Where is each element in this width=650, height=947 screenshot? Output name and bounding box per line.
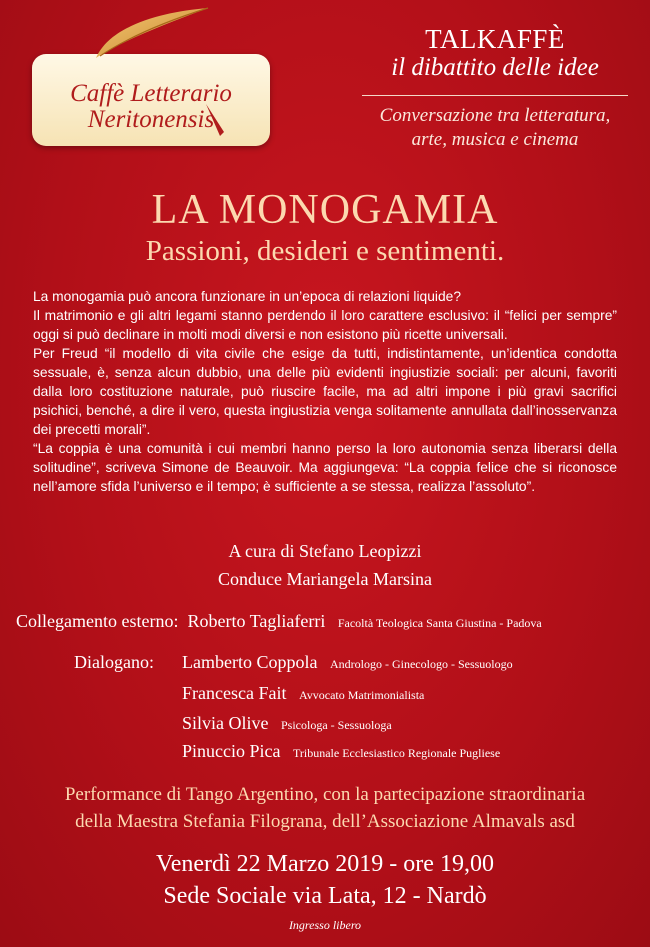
external-link-role: Facoltà Teologica Santa Giustina - Padova: [337, 616, 542, 630]
event-description: [33, 287, 617, 496]
speaker-name: Pinuccio Pica: [182, 741, 281, 761]
event-subtitle: Passioni, desideri e sentimenti.: [145, 235, 505, 267]
logo-line1: Caffè Letterario: [70, 80, 232, 107]
logo-line2: Neritonensis: [87, 106, 215, 133]
event-title: LA MONOGAMIA: [151, 187, 499, 233]
speaker-row: [182, 683, 424, 704]
dialogue-label: Dialogano:: [74, 652, 154, 672]
free-entry-note: Ingresso libero: [288, 918, 362, 932]
series-description: [345, 104, 645, 152]
performance-line1: Performance di Tango Argentino, con la partecipazione straordinaria: [64, 784, 586, 805]
speaker-role: Psicologa - Sessuologa: [281, 718, 392, 732]
speaker-row: [182, 652, 513, 673]
external-link-name: Roberto Tagliaferri: [187, 611, 326, 631]
event-date: Venerdì 22 Marzo 2019 - ore 19,00: [156, 851, 494, 877]
event-venue: Sede Sociale via Lata, 12 - Nardò: [163, 883, 487, 909]
series-subtitle: il dibattito delle idee: [391, 54, 599, 81]
speaker-name: Francesca Fait: [182, 683, 287, 703]
external-link-label: Collegamento esterno:: [16, 611, 179, 631]
speaker-role: Tribunale Ecclesiastico Regionale Pugliese: [292, 746, 501, 760]
speaker-row: [182, 741, 500, 762]
external-link-line: [16, 611, 542, 632]
description-paragraph-2: Il matrimonio e gli altri legami stanno perdendo il loro carattere esclusivo: il “felici per sempre” oggi si può declinare in molti modi diversi e non esistono più ricette universali.: [33, 308, 617, 342]
description-paragraph-3: Per Freud “il modello di vita civile che esige da tutti, indistintamente, un’identica condotta sessuale, è, senza alcun dubbio, una delle più evidenti ingiustizie sociali: per alcuni, favoriti dalla loro costituzione naturale, può riuscire facile, ma ad altri impone i più gravi sacrifici psichici, benché, a dire il vero, questa ingiustizia venga solitamente annullata dall’inosservanza dei precetti morali”.: [33, 346, 617, 437]
series-description-line2: arte, musica e cinema: [411, 129, 579, 150]
moderator-line: Conduce Mariangela Marsina: [218, 569, 432, 589]
header-divider: [362, 95, 628, 96]
speaker-name: Silvia Olive: [182, 713, 269, 733]
curator-line: A cura di Stefano Leopizzi: [228, 541, 422, 561]
performance-line2: della Maestra Stefania Filograna, dell’Associazione Almavals asd: [75, 811, 575, 832]
description-paragraph-4: “La coppia è una comunità i cui membri hanno perso la loro autonomia senza liberarsi della solitudine”, scriveva Simone de Beauvoir. Ma aggiungeva: “La coppia felice che si riconosce nell’amore sfida l’universo e il tempo; è sufficiente a se stessa, realizza l’assoluto”.: [33, 441, 617, 494]
speaker-role: Andrologo - Ginecologo - Sessuologo: [329, 657, 513, 671]
description-paragraph-1: La monogamia può ancora funzionare in un’epoca di relazioni liquide?: [33, 289, 461, 304]
speaker-row: [182, 713, 392, 734]
series-title: TALKAFFÈ: [425, 24, 565, 54]
speaker-role: Avvocato Matrimonialista: [298, 688, 425, 702]
speaker-name: Lamberto Coppola: [182, 652, 318, 672]
series-description-line1: Conversazione tra letteratura,: [379, 105, 611, 126]
